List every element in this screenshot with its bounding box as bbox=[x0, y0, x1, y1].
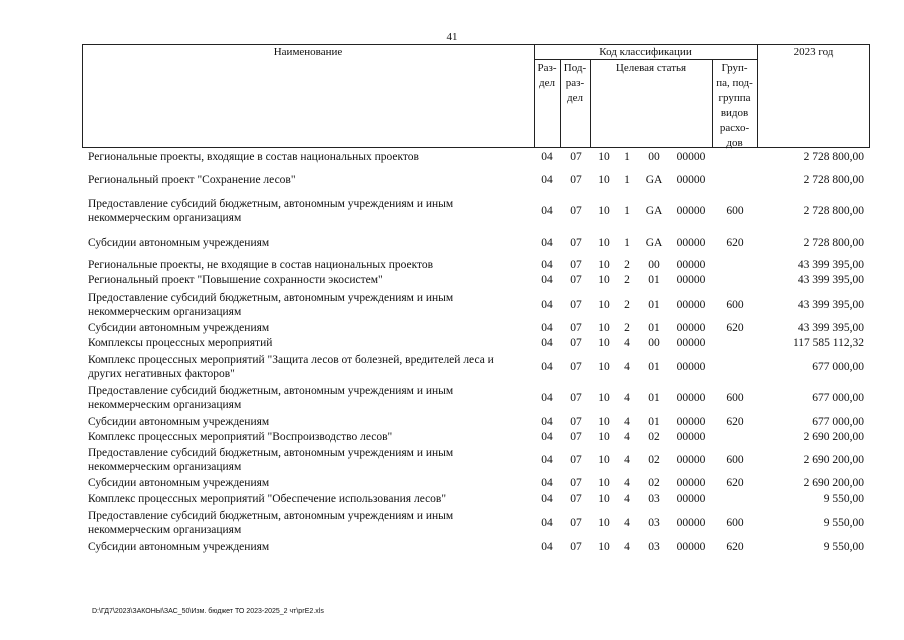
table-row bbox=[82, 150, 872, 164]
cell-t1: 10 bbox=[598, 416, 610, 428]
cell-t4: 00000 bbox=[676, 493, 706, 505]
table-row bbox=[82, 258, 872, 272]
cell-vr: 600 bbox=[726, 454, 744, 466]
header-podrazdel bbox=[560, 61, 590, 106]
row-name bbox=[88, 197, 528, 225]
row-name bbox=[88, 236, 528, 250]
row-name bbox=[88, 446, 528, 474]
cell-vr: 600 bbox=[726, 299, 744, 311]
cell-t3: 01 bbox=[648, 361, 660, 373]
row-name-line: некоммерческим организациям bbox=[88, 212, 242, 224]
cell-vr: 620 bbox=[726, 322, 744, 334]
cell-pr: 07 bbox=[570, 174, 582, 186]
cell-t4: 00000 bbox=[676, 299, 706, 311]
row-name bbox=[88, 291, 528, 319]
cell-t3: 01 bbox=[648, 274, 660, 286]
header-group-line: группа bbox=[718, 92, 751, 104]
row-name bbox=[88, 492, 528, 506]
header-group-line: дов bbox=[726, 137, 743, 149]
header-name: Наименование bbox=[273, 46, 343, 58]
cell-t2: 2 bbox=[624, 274, 630, 286]
cell-t2: 1 bbox=[624, 151, 630, 163]
table-row bbox=[82, 336, 872, 350]
cell-amount: 43 399 395,00 bbox=[797, 299, 864, 311]
cell-pr: 07 bbox=[570, 517, 582, 529]
cell-pr: 07 bbox=[570, 541, 582, 553]
row-name-line: некоммерческим организациям bbox=[88, 461, 242, 473]
cell-t1: 10 bbox=[598, 477, 610, 489]
cell-pr: 07 bbox=[570, 477, 582, 489]
row-name-line: Региональные проекты, не входящие в состав национальных проектов bbox=[88, 259, 434, 271]
cell-vr: 620 bbox=[726, 477, 744, 489]
row-name-line: Региональный проект "Повышение сохранности экосистем" bbox=[88, 274, 383, 286]
header-razdel-line: дел bbox=[539, 77, 555, 89]
cell-rz: 04 bbox=[541, 454, 553, 466]
cell-pr: 07 bbox=[570, 392, 582, 404]
row-name bbox=[88, 384, 528, 412]
header-podrazdel-line: дел bbox=[567, 92, 583, 104]
cell-pr: 07 bbox=[570, 205, 582, 217]
cell-t4: 00000 bbox=[676, 337, 706, 349]
header-podrazdel-line: раз- bbox=[565, 77, 585, 89]
row-name-line: некоммерческим организациям bbox=[88, 306, 242, 318]
row-name bbox=[88, 353, 528, 381]
row-name bbox=[88, 173, 528, 187]
cell-t1: 10 bbox=[598, 431, 610, 443]
cell-t4: 00000 bbox=[676, 416, 706, 428]
cell-amount: 677 000,00 bbox=[812, 361, 864, 373]
cell-pr: 07 bbox=[570, 361, 582, 373]
cell-t4: 00000 bbox=[676, 151, 706, 163]
cell-t3: 00 bbox=[648, 259, 660, 271]
row-name-line: некоммерческим организациям bbox=[88, 524, 242, 536]
cell-amount: 2 728 800,00 bbox=[803, 237, 864, 249]
table-row bbox=[82, 430, 872, 444]
cell-t4: 00000 bbox=[676, 477, 706, 489]
row-name bbox=[88, 273, 528, 287]
cell-rz: 04 bbox=[541, 237, 553, 249]
cell-t3: 00 bbox=[648, 151, 660, 163]
file-path-footer: D:\ГД7\2023\ЗАКОНЫ\ЗАС_50\Изм. бюджет ТО 2023-2025_2 чт\ргЕ2.xls bbox=[92, 608, 324, 615]
cell-t3: 02 bbox=[648, 431, 660, 443]
header-group-line: па, под- bbox=[716, 77, 753, 89]
cell-t4: 00000 bbox=[676, 517, 706, 529]
table-row bbox=[82, 415, 872, 429]
cell-t3: 03 bbox=[648, 493, 660, 505]
header-year: 2023 год bbox=[793, 46, 834, 58]
row-name bbox=[88, 415, 528, 429]
table-row bbox=[82, 492, 872, 506]
cell-t3: 01 bbox=[648, 299, 660, 311]
cell-t1: 10 bbox=[598, 205, 610, 217]
row-name-line: Комплекс процессных мероприятий "Обеспечение использования лесов" bbox=[88, 493, 447, 505]
table-row bbox=[82, 540, 872, 554]
cell-t4: 00000 bbox=[676, 431, 706, 443]
cell-t3: 00 bbox=[648, 337, 660, 349]
cell-amount: 677 000,00 bbox=[812, 392, 864, 404]
cell-rz: 04 bbox=[541, 361, 553, 373]
cell-vr: 600 bbox=[726, 392, 744, 404]
cell-t1: 10 bbox=[598, 337, 610, 349]
cell-amount: 2 728 800,00 bbox=[803, 174, 864, 186]
cell-pr: 07 bbox=[570, 299, 582, 311]
cell-t4: 00000 bbox=[676, 541, 706, 553]
table-row bbox=[82, 173, 872, 187]
cell-amount: 677 000,00 bbox=[812, 416, 864, 428]
row-name-line: Комплекс процессных мероприятий "Воспроизводство лесов" bbox=[88, 431, 393, 443]
cell-t3: 01 bbox=[648, 322, 660, 334]
cell-t2: 4 bbox=[624, 541, 630, 553]
row-name bbox=[88, 150, 528, 164]
cell-t1: 10 bbox=[598, 361, 610, 373]
cell-t4: 00000 bbox=[676, 322, 706, 334]
cell-rz: 04 bbox=[541, 517, 553, 529]
table-row bbox=[82, 353, 872, 381]
cell-t2: 4 bbox=[624, 337, 630, 349]
cell-t2: 2 bbox=[624, 322, 630, 334]
cell-pr: 07 bbox=[570, 416, 582, 428]
header-razdel-line: Раз- bbox=[537, 62, 557, 74]
cell-amount: 2 728 800,00 bbox=[803, 205, 864, 217]
row-name bbox=[88, 476, 528, 490]
row-name-line: Предоставление субсидий бюджетным, автономным учреждениям и иным bbox=[88, 292, 454, 304]
header-group-line: видов bbox=[720, 107, 749, 119]
cell-t4: 00000 bbox=[676, 454, 706, 466]
cell-pr: 07 bbox=[570, 237, 582, 249]
cell-t2: 1 bbox=[624, 205, 630, 217]
table-row bbox=[82, 321, 872, 335]
cell-t2: 2 bbox=[624, 259, 630, 271]
cell-t3: GA bbox=[645, 237, 663, 249]
cell-amount: 43 399 395,00 bbox=[797, 259, 864, 271]
row-name-line: Субсидии автономным учреждениям bbox=[88, 322, 270, 334]
cell-t2: 4 bbox=[624, 493, 630, 505]
table-row bbox=[82, 236, 872, 250]
row-name-line: Предоставление субсидий бюджетным, автономным учреждениям и иным bbox=[88, 385, 454, 397]
row-name-line: Региональные проекты, входящие в состав национальных проектов bbox=[88, 151, 419, 163]
table-row bbox=[82, 476, 872, 490]
row-name-line: Предоставление субсидий бюджетным, автономным учреждениям и иным bbox=[88, 198, 454, 210]
cell-t2: 4 bbox=[624, 517, 630, 529]
table-row bbox=[82, 273, 872, 287]
cell-vr: 620 bbox=[726, 541, 744, 553]
cell-rz: 04 bbox=[541, 337, 553, 349]
row-name-line: Субсидии автономным учреждениям bbox=[88, 541, 270, 553]
cell-t1: 10 bbox=[598, 493, 610, 505]
table-row bbox=[82, 291, 872, 319]
row-name bbox=[88, 321, 528, 335]
row-name bbox=[88, 509, 528, 537]
cell-rz: 04 bbox=[541, 205, 553, 217]
cell-rz: 04 bbox=[541, 274, 553, 286]
row-name-line: Субсидии автономным учреждениям bbox=[88, 237, 270, 249]
cell-t4: 00000 bbox=[676, 174, 706, 186]
row-name-line: Предоставление субсидий бюджетным, автономным учреждениям и иным bbox=[88, 447, 454, 459]
cell-t2: 4 bbox=[624, 477, 630, 489]
cell-t3: 02 bbox=[648, 454, 660, 466]
cell-amount: 9 550,00 bbox=[823, 517, 864, 529]
cell-amount: 2 690 200,00 bbox=[803, 431, 864, 443]
cell-vr: 600 bbox=[726, 205, 744, 217]
cell-rz: 04 bbox=[541, 259, 553, 271]
header-group bbox=[712, 61, 757, 151]
row-name bbox=[88, 430, 528, 444]
cell-t1: 10 bbox=[598, 392, 610, 404]
cell-amount: 2 690 200,00 bbox=[803, 454, 864, 466]
cell-pr: 07 bbox=[570, 322, 582, 334]
header-razdel bbox=[534, 61, 560, 91]
cell-amount: 43 399 395,00 bbox=[797, 322, 864, 334]
cell-t1: 10 bbox=[598, 237, 610, 249]
cell-pr: 07 bbox=[570, 337, 582, 349]
cell-t4: 00000 bbox=[676, 205, 706, 217]
header-group-line: Груп- bbox=[721, 62, 748, 74]
cell-t4: 00000 bbox=[676, 361, 706, 373]
header-target: Целевая статья bbox=[615, 62, 687, 74]
header-podrazdel-line: Под- bbox=[563, 62, 587, 74]
cell-t1: 10 bbox=[598, 322, 610, 334]
header-code: Код классификации bbox=[599, 46, 692, 58]
cell-t4: 00000 bbox=[676, 237, 706, 249]
cell-pr: 07 bbox=[570, 493, 582, 505]
row-name-line: Комплекс процессных мероприятий "Защита лесов от болезней, вредителей леса и bbox=[88, 354, 494, 366]
cell-t3: 01 bbox=[648, 416, 660, 428]
cell-t2: 4 bbox=[624, 361, 630, 373]
header-group-line: расхо- bbox=[719, 122, 750, 134]
cell-rz: 04 bbox=[541, 151, 553, 163]
cell-pr: 07 bbox=[570, 274, 582, 286]
cell-t1: 10 bbox=[598, 299, 610, 311]
cell-pr: 07 bbox=[570, 454, 582, 466]
cell-rz: 04 bbox=[541, 392, 553, 404]
cell-rz: 04 bbox=[541, 541, 553, 553]
cell-t1: 10 bbox=[598, 151, 610, 163]
row-name bbox=[88, 540, 528, 554]
cell-t3: GA bbox=[645, 205, 663, 217]
cell-amount: 2 728 800,00 bbox=[803, 151, 864, 163]
cell-t1: 10 bbox=[598, 541, 610, 553]
table-row bbox=[82, 197, 872, 225]
cell-t2: 4 bbox=[624, 454, 630, 466]
cell-t3: 02 bbox=[648, 477, 660, 489]
cell-pr: 07 bbox=[570, 259, 582, 271]
cell-rz: 04 bbox=[541, 322, 553, 334]
table-row bbox=[82, 446, 872, 474]
cell-t2: 1 bbox=[624, 174, 630, 186]
cell-t3: GA bbox=[645, 174, 663, 186]
cell-rz: 04 bbox=[541, 477, 553, 489]
cell-t1: 10 bbox=[598, 259, 610, 271]
row-name-line: других негативных факторов" bbox=[88, 368, 235, 380]
cell-vr: 620 bbox=[726, 416, 744, 428]
cell-t4: 00000 bbox=[676, 259, 706, 271]
cell-t1: 10 bbox=[598, 517, 610, 529]
cell-t4: 00000 bbox=[676, 392, 706, 404]
cell-t1: 10 bbox=[598, 174, 610, 186]
row-name bbox=[88, 258, 528, 272]
cell-amount: 2 690 200,00 bbox=[803, 477, 864, 489]
cell-amount: 9 550,00 bbox=[823, 493, 864, 505]
cell-rz: 04 bbox=[541, 174, 553, 186]
cell-rz: 04 bbox=[541, 299, 553, 311]
cell-t2: 4 bbox=[624, 392, 630, 404]
cell-t4: 00000 bbox=[676, 274, 706, 286]
cell-rz: 04 bbox=[541, 431, 553, 443]
cell-vr: 620 bbox=[726, 237, 744, 249]
row-name-line: некоммерческим организациям bbox=[88, 399, 242, 411]
page-number: 41 bbox=[446, 31, 458, 43]
cell-t2: 4 bbox=[624, 431, 630, 443]
cell-t1: 10 bbox=[598, 274, 610, 286]
cell-amount: 9 550,00 bbox=[823, 541, 864, 553]
cell-t3: 03 bbox=[648, 517, 660, 529]
cell-rz: 04 bbox=[541, 416, 553, 428]
row-name-line: Субсидии автономным учреждениям bbox=[88, 416, 270, 428]
cell-t3: 01 bbox=[648, 392, 660, 404]
table-row bbox=[82, 384, 872, 412]
row-name bbox=[88, 336, 528, 350]
cell-pr: 07 bbox=[570, 431, 582, 443]
cell-t2: 4 bbox=[624, 416, 630, 428]
row-name-line: Региональный проект "Сохранение лесов" bbox=[88, 174, 296, 186]
cell-t2: 2 bbox=[624, 299, 630, 311]
cell-t3: 03 bbox=[648, 541, 660, 553]
table-row bbox=[82, 509, 872, 537]
row-name-line: Субсидии автономным учреждениям bbox=[88, 477, 270, 489]
row-name-line: Предоставление субсидий бюджетным, автономным учреждениям и иным bbox=[88, 510, 454, 522]
cell-amount: 43 399 395,00 bbox=[797, 274, 864, 286]
cell-rz: 04 bbox=[541, 493, 553, 505]
cell-amount: 117 585 112,32 bbox=[792, 337, 864, 349]
row-name-line: Комплексы процессных мероприятий bbox=[88, 337, 273, 349]
table-header bbox=[82, 44, 870, 148]
cell-t2: 1 bbox=[624, 237, 630, 249]
cell-vr: 600 bbox=[726, 517, 744, 529]
cell-pr: 07 bbox=[570, 151, 582, 163]
cell-t1: 10 bbox=[598, 454, 610, 466]
